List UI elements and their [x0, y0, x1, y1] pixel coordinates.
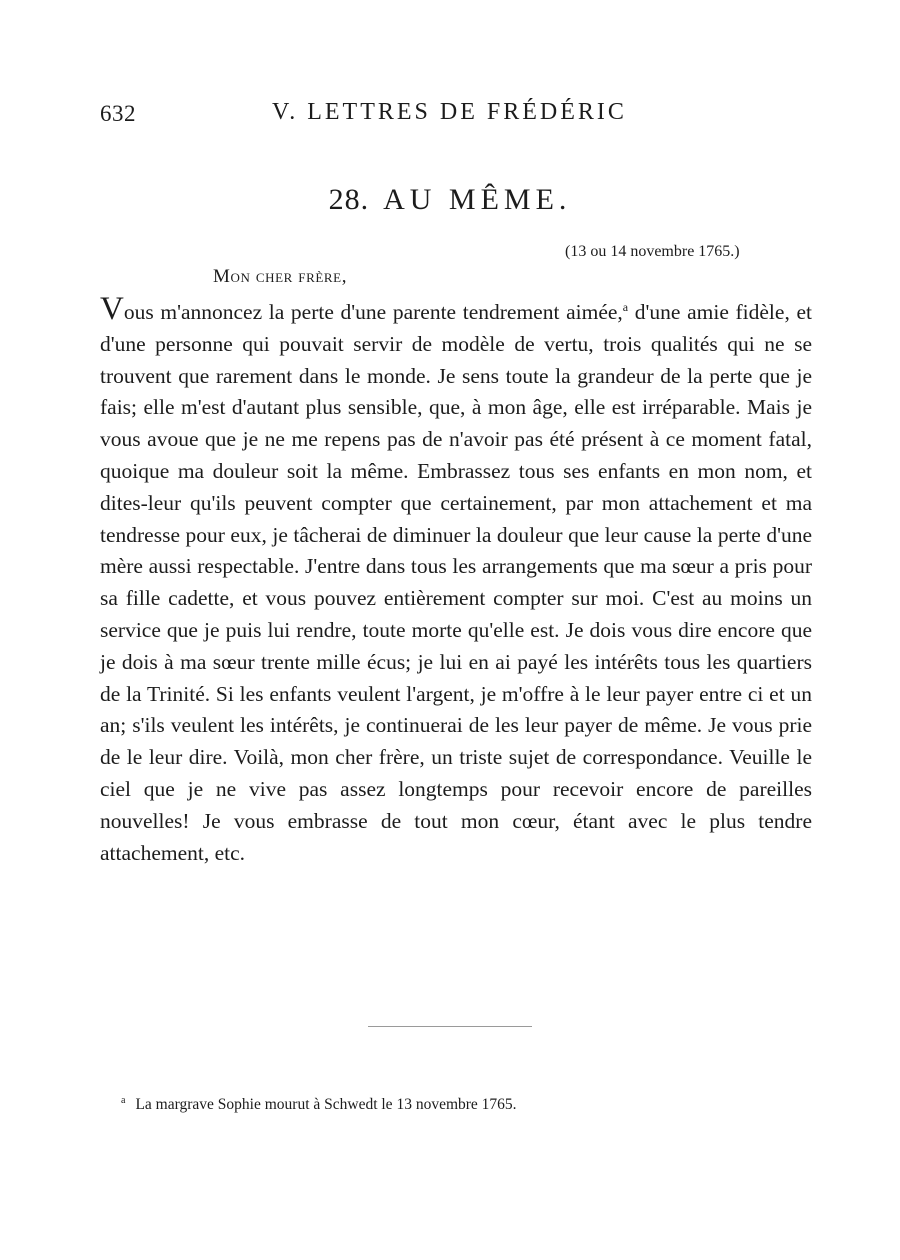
- letter-body: [100, 291, 812, 869]
- letter-salutation: Mon cher frère,: [213, 266, 348, 287]
- footnote-separator: [368, 1026, 532, 1027]
- footnote: [121, 1096, 517, 1114]
- running-head: V. LETTRES DE FRÉDÉRIC: [272, 99, 627, 125]
- letter-body-text-start: ous m'annoncez la perte d'une parente tendrement aimée,: [123, 300, 623, 324]
- drop-initial: V: [100, 291, 124, 327]
- footnote-text: La margrave Sophie mourut à Schwedt le 13 novembre 1765.: [135, 1096, 517, 1113]
- page-number: 632: [100, 101, 136, 126]
- footnote-marker: a: [121, 1094, 126, 1106]
- letter-date: (13 ou 14 novembre 1765.): [565, 243, 740, 260]
- letter-heading: [0, 183, 900, 217]
- letter-number: 28.: [328, 183, 370, 216]
- letter-title: AU MÊME.: [383, 183, 572, 216]
- letter-body-text-rest: d'une amie fidèle, et d'une personne qui pouvait servir de modèle de vertu, trois qualités qui ne se trouvent que rarement dans le monde. Je sens toute la grandeur de la perte que je fais; elle m'est d'autant plus sensible, que, à mon âge, elle est irréparable. Mais je vous avoue que je ne me repens pas de n'avoir pas été présent à ce moment fatal, quoique ma douleur soit la même. Embrassez tous ses enfants en mon nom, et dites-leur qu'ils peuvent compter que certainement, par mon attachement et ma tendresse pour eux, je tâcherai de diminuer la douleur que leur cause la perte d'une mère aussi respectable. J'entre dans tous les arrangements que ma sœur a pris pour sa fille cadette, et vous pouvez entièrement compter sur moi. C'est au moins un service que je puis lui rendre, toute morte qu'elle est. Je dois vous dire encore que je dois à ma sœur trente mille écus; je lui en ai payé les intérêts tous les quartiers de la Trinité. Si les enfants veulent l'argent, je m'offre à le leur payer entre ci et un an; s'ils veulent les intérêts, je continuerai de les leur payer de même. Je vous prie de le leur dire. Voilà, mon cher frère, un triste sujet de correspondance. Veuille le ciel que je ne vive pas assez longtemps pour recevoir encore de pareilles nouvelles! Je vous embrasse de tout mon cœur, étant avec le plus tendre attachement, etc.: [100, 300, 812, 865]
- footnote-reference[interactable]: a: [622, 299, 629, 314]
